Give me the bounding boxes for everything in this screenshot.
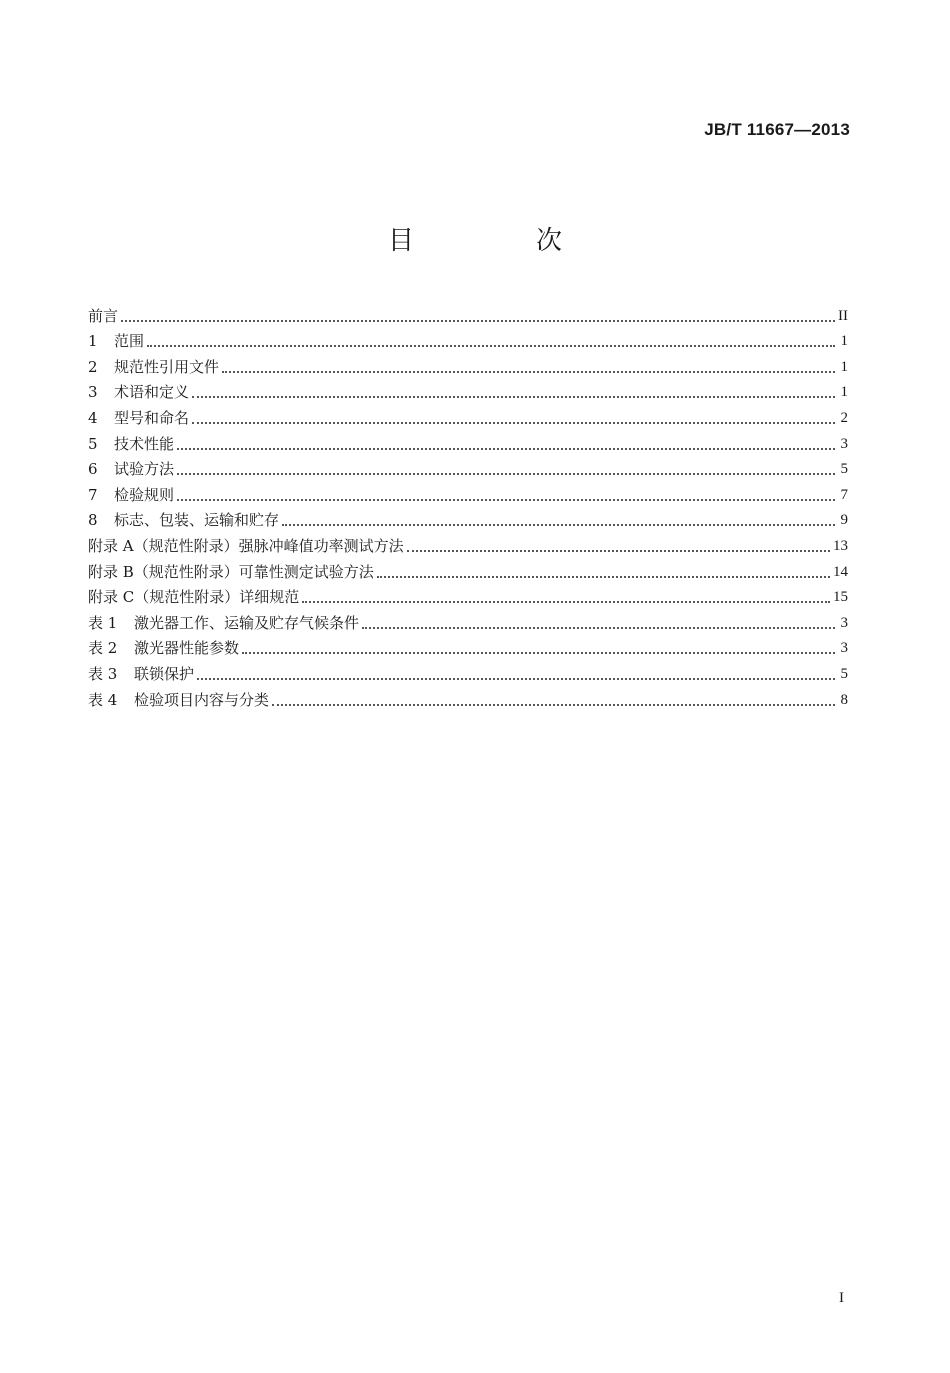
toc-page-number: 13 <box>833 537 848 554</box>
toc-entry-appendix-b[interactable] <box>88 556 848 582</box>
toc-entry-table-1[interactable] <box>88 607 848 633</box>
toc-leader-dots <box>272 702 835 706</box>
toc-entry-section-4[interactable] <box>88 402 848 428</box>
toc-entry-appendix-a[interactable] <box>88 530 848 556</box>
toc-leader-dots <box>192 420 835 424</box>
toc-leader-dots <box>177 471 835 475</box>
toc-title: 技术性能 <box>114 434 175 453</box>
toc-title: 附录 A（规范性附录）强脉冲峰值功率测试方法 <box>88 536 404 555</box>
toc-page-number: 15 <box>833 589 848 606</box>
toc-entry-section-2[interactable] <box>88 351 848 377</box>
toc-entry-section-7[interactable] <box>88 479 848 505</box>
toc-entry-section-6[interactable] <box>88 454 848 480</box>
toc-page-number: 3 <box>840 614 848 631</box>
toc-leader-dots <box>242 650 835 654</box>
toc-page-number: II <box>838 307 848 324</box>
toc-leader-dots <box>302 599 830 603</box>
toc-page-number: 8 <box>840 691 848 708</box>
toc-leader-dots <box>362 625 835 629</box>
toc-entry-section-1[interactable] <box>88 326 848 352</box>
toc-leader-dots <box>407 548 830 552</box>
toc-title: 附录 B（规范性附录）可靠性测定试验方法 <box>88 562 374 581</box>
toc-page-number: 2 <box>840 409 848 426</box>
toc-title: 型号和命名 <box>114 408 190 427</box>
toc-entry-section-5[interactable] <box>88 428 848 454</box>
toc-entry-section-8[interactable] <box>88 505 848 531</box>
toc-page-number: 3 <box>840 640 848 657</box>
toc-page-number: 14 <box>833 563 848 580</box>
toc-page-number: 1 <box>840 384 848 401</box>
toc-number: 7 <box>88 485 98 504</box>
toc-number: 4 <box>88 408 98 427</box>
toc-title: 前言 <box>88 306 119 325</box>
toc-entry-table-2[interactable] <box>88 633 848 659</box>
toc-number: 表 2 <box>88 639 118 658</box>
toc-title: 检验项目内容与分类 <box>134 690 270 709</box>
toc-title: 联锁保护 <box>134 664 195 683</box>
toc-number: 2 <box>88 357 98 376</box>
toc-title: 检验规则 <box>114 485 175 504</box>
toc-entry-table-3[interactable] <box>88 658 848 684</box>
toc-number: 表 4 <box>88 690 118 709</box>
toc-leader-dots <box>177 446 835 450</box>
toc-leader-dots <box>282 522 835 526</box>
toc-title: 术语和定义 <box>114 383 190 402</box>
toc-title: 附录 C（规范性附录）详细规范 <box>88 588 300 607</box>
toc-entry-table-4[interactable] <box>88 684 848 710</box>
toc-number: 3 <box>88 383 98 402</box>
toc-page-number: 3 <box>840 435 848 452</box>
footer-page-number: I <box>839 1290 844 1306</box>
toc-number: 1 <box>88 332 98 351</box>
toc-title: 激光器工作、运输及贮存气候条件 <box>134 613 360 632</box>
toc-title: 激光器性能参数 <box>134 639 240 658</box>
toc-title: 范围 <box>114 332 145 351</box>
toc-number: 8 <box>88 511 98 530</box>
toc-page-number: 5 <box>840 461 848 478</box>
toc-leader-dots <box>197 676 835 680</box>
toc-number: 6 <box>88 460 98 479</box>
standard-code: JB/T 11667—2013 <box>704 120 850 139</box>
toc-leader-dots <box>222 369 835 373</box>
toc-page-number: 1 <box>840 333 848 350</box>
toc-title: 标志、包装、运输和贮存 <box>114 511 280 530</box>
table-of-contents <box>88 300 848 710</box>
toc-number: 表 1 <box>88 613 118 632</box>
toc-title: 规范性引用文件 <box>114 357 220 376</box>
toc-leader-dots <box>177 497 835 501</box>
toc-page-number: 5 <box>840 665 848 682</box>
toc-entry-appendix-c[interactable] <box>88 582 848 608</box>
toc-page-number: 7 <box>840 486 848 503</box>
toc-entry-section-3[interactable] <box>88 377 848 403</box>
toc-title: 试验方法 <box>114 460 175 479</box>
toc-number: 表 3 <box>88 664 118 683</box>
toc-page-number: 9 <box>840 512 848 529</box>
toc-number: 5 <box>88 434 98 453</box>
toc-entry-foreword[interactable] <box>88 300 848 326</box>
toc-leader-dots <box>377 574 830 578</box>
toc-leader-dots <box>121 318 835 322</box>
toc-leader-dots <box>147 343 835 347</box>
toc-page-number: 1 <box>840 358 848 375</box>
page-title: 目 次 <box>387 226 610 256</box>
toc-leader-dots <box>192 394 835 398</box>
